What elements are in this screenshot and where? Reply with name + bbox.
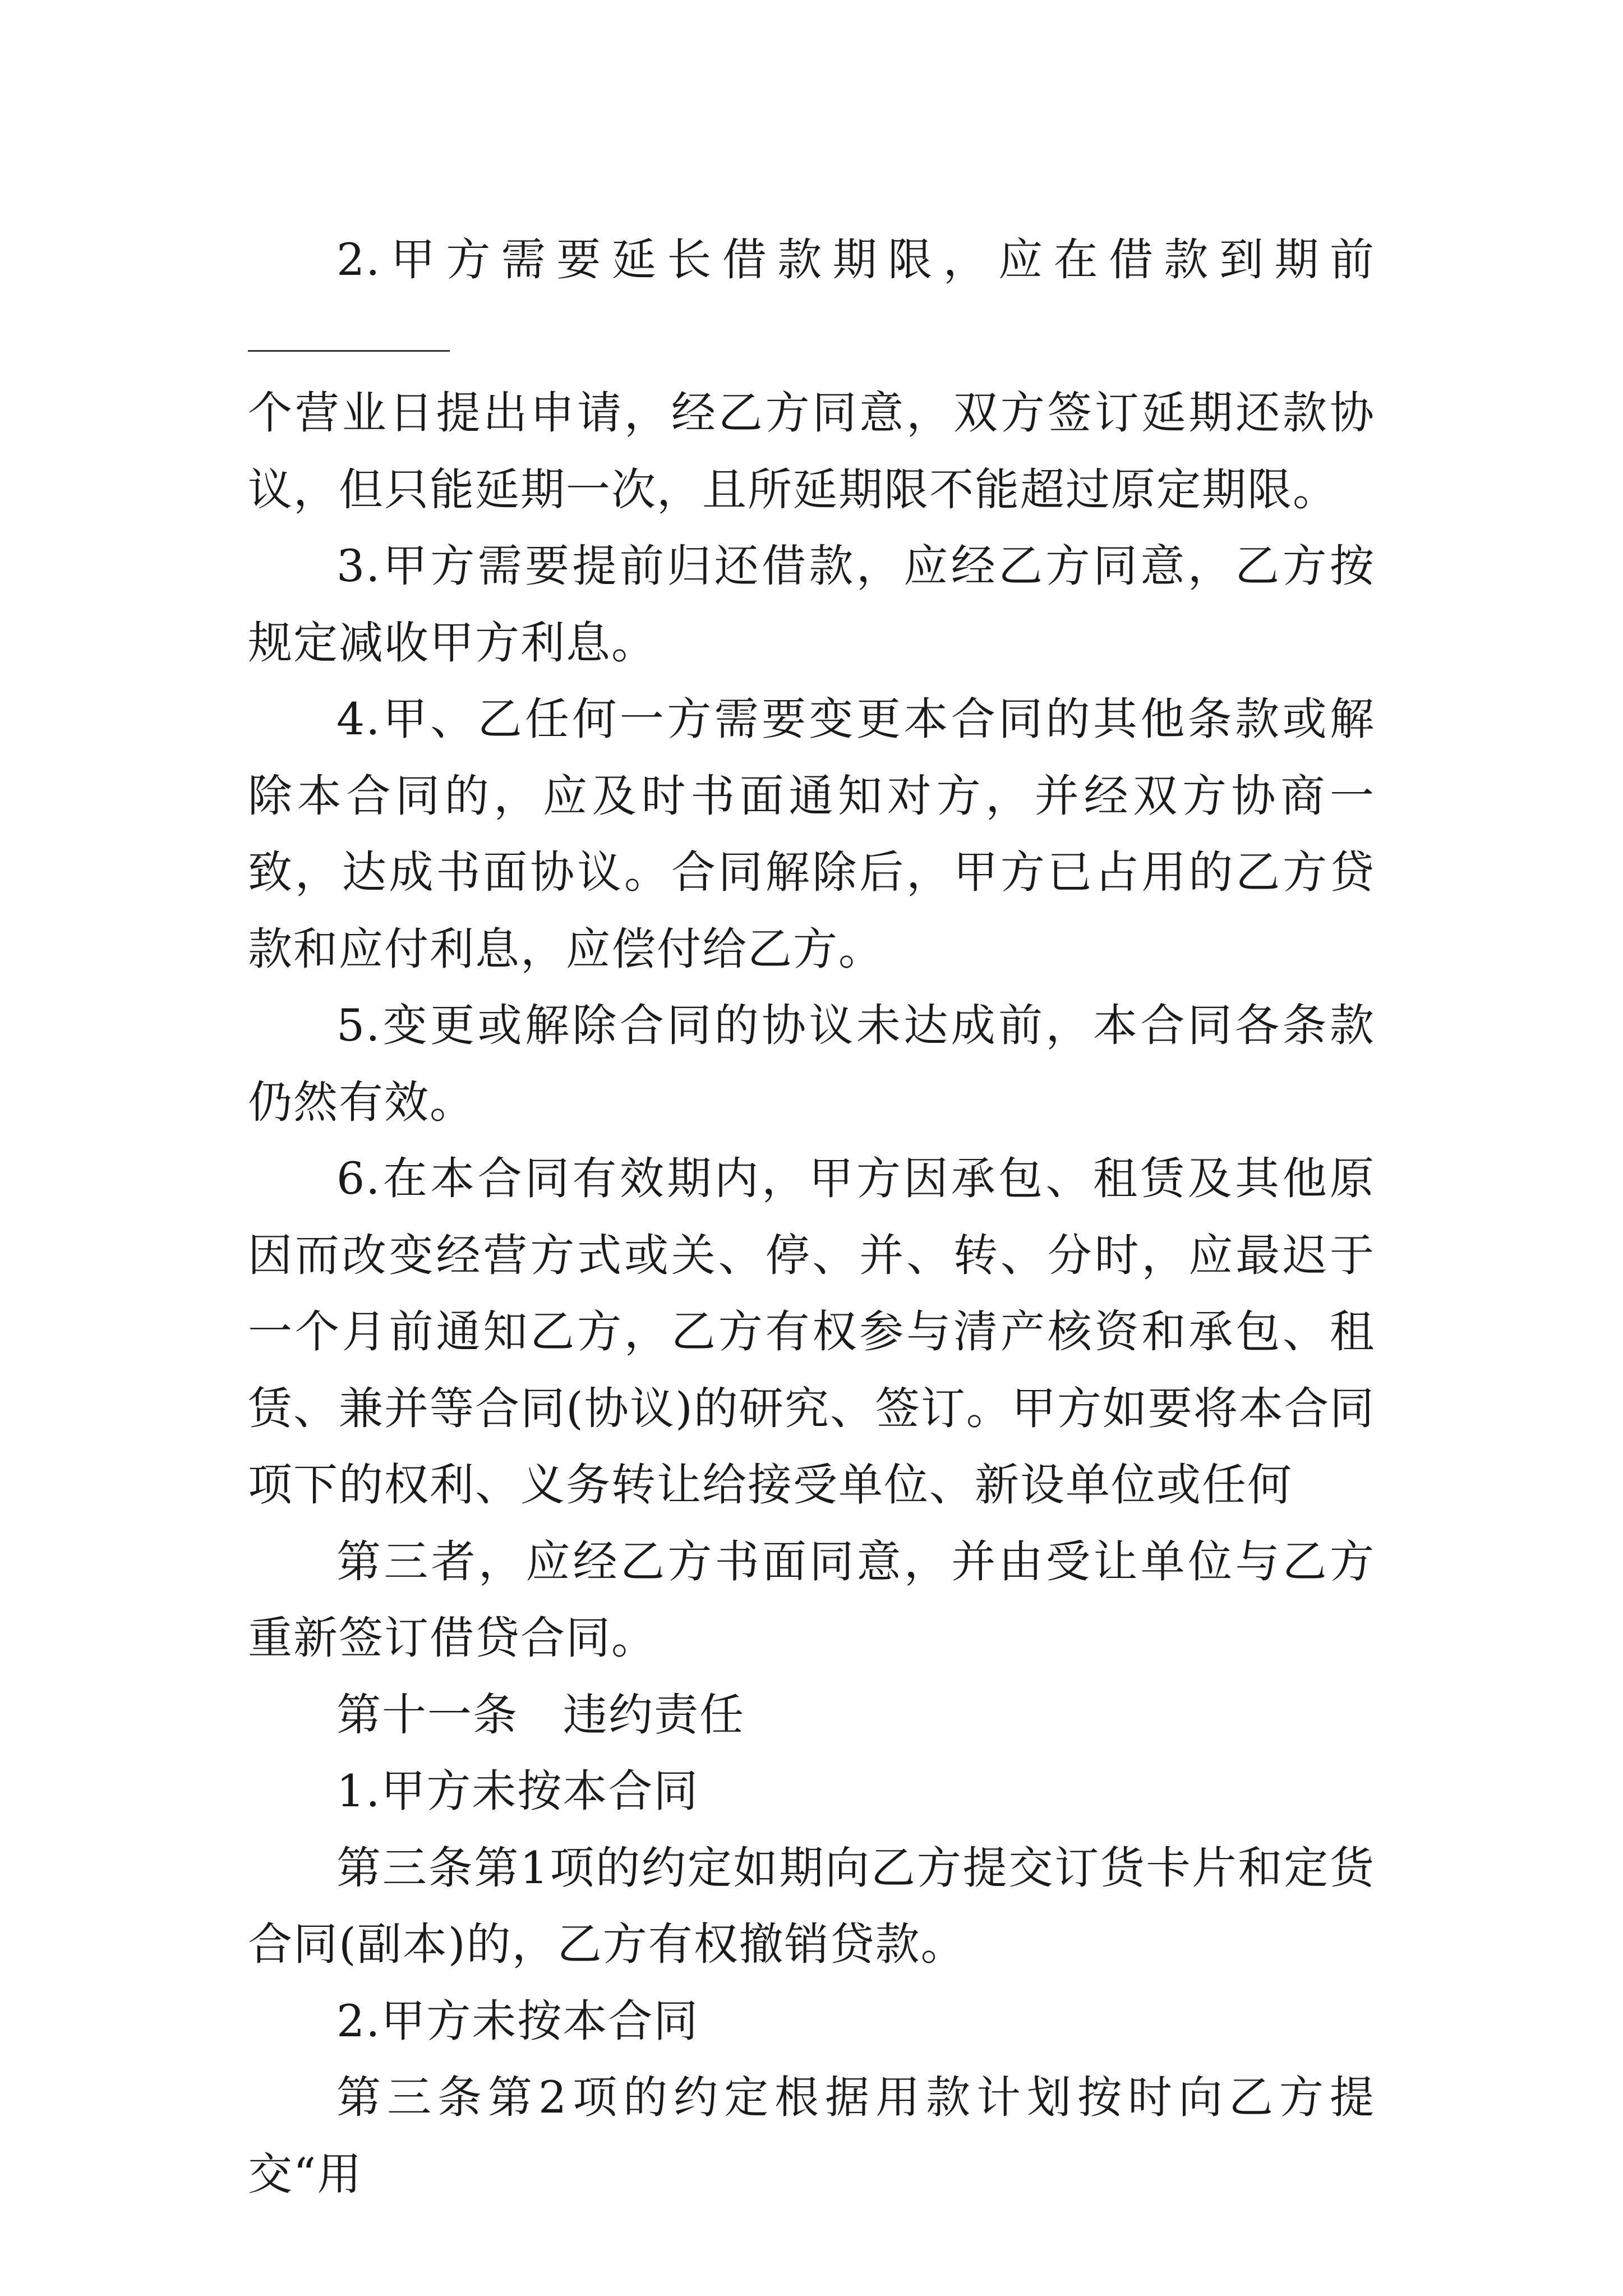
paragraph-text: 4.甲、乙任何一方需要变更本合同的其他条款或解除本合同的，应及时书面通知对方，并经双方协商一致，达成书面协议。合同解除后，甲方已占用的乙方贷款和应付利息，应偿付给乙方。 [248,693,1375,975]
paragraph-text: 2.甲方未按本合同 [336,1995,699,2047]
paragraph-early-repayment [248,528,1375,681]
paragraph-breach-1 [248,1753,1375,1830]
paragraph-text: 第三条第1项的约定如期向乙方提交订货卡片和定货合同(副本)的，乙方有权撤销贷款。 [248,1842,1375,1970]
article-title: 违约责任 [563,1688,745,1741]
fill-in-blank [248,306,450,352]
paragraph-text: 3.甲方需要提前归还借款，应经乙方同意，乙方按规定减收甲方利息。 [248,540,1375,669]
paragraph-third-party [248,1524,1375,1677]
article-label: 第十一条 [336,1688,518,1741]
paragraph-business-change [248,1140,1375,1524]
paragraph-text: 个营业日提出申请，经乙方同意，双方签订延期还款协议，但只能延期一次，且所延期限不能超过原定期限。 [248,387,1375,516]
paragraph-extension-request-cont [248,375,1375,528]
paragraph-contract-change [248,681,1375,987]
paragraph-extension-request [248,222,1375,375]
paragraph-text: 5.变更或解除合同的协议未达成前，本合同各条款仍然有效。 [248,1000,1375,1128]
paragraph-validity [248,987,1375,1140]
paragraph-text: 第三者，应经乙方书面同意，并由受让单位与乙方重新签订借贷合同。 [248,1535,1375,1664]
paragraph-breach-2-detail [248,2059,1375,2212]
document-body [248,222,1375,2212]
paragraph-breach-1-detail [248,1830,1375,1983]
paragraph-text: 6.在本合同有效期内，甲方因承包、租赁及其他原因而改变经营方式或关、停、并、转、分时，应最迟于一个月前通知乙方，乙方有权参与清产核资和承包、租赁、兼并等合同(协议)的研究、签订。甲方如要将本合同项下的权利、义务转让给接受单位、新设单位或任何 [248,1153,1375,1511]
paragraph-text: 2.甲方需要延长借款期限，应在借款到期前 [336,234,1375,286]
paragraph-text: 1.甲方未按本合同 [336,1765,699,1817]
paragraph-breach-2 [248,1983,1375,2060]
paragraph-text: 第三条第2项的约定根据用款计划按时向乙方提交“用 [248,2072,1375,2200]
article-heading [248,1677,1375,1754]
